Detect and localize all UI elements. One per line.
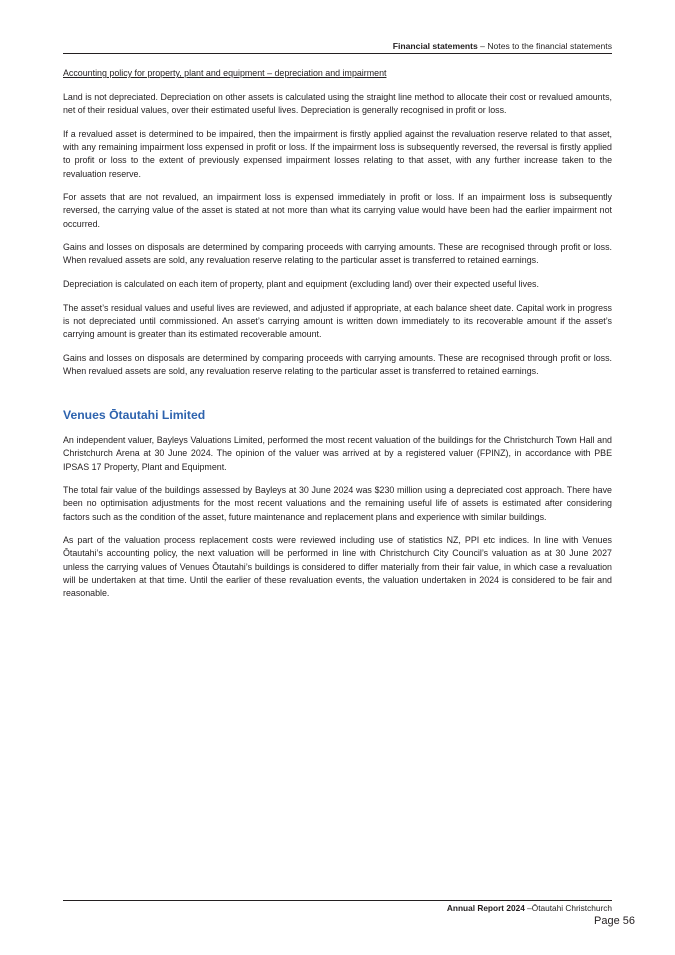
footer-report-subtitle: –Ōtautahi Christchurch (524, 903, 612, 913)
venues-paragraph: As part of the valuation process replacement costs were reviewed including use of statistics NZ, PPI etc indices. In line with Venues Ōtautahi’s accounting policy, the next valuation will be performed in line with Christchurch City Council’s valuation as at 30 June 2027 unless the carrying values of Venues Ōtautahi’s buildings is considered to differ materially from their fair value, in which case a revaluation will be undertaken at that time. Until the earlier of these revaluation events, the valuation undertaken in 2024 is considered to be fair and reasonable. (63, 535, 612, 599)
footer-report-title: Annual Report 2024 (446, 903, 525, 913)
policy-paragraph: The asset’s residual values and useful lives are reviewed, and adjusted if appropriate, at each balance sheet date. Capital work in progress is not depreciated until commissioned. An asset’s carrying amount is written down immediately to its recoverable amount if the asset’s carrying amount is greater than its estimated recoverable amount. (63, 302, 612, 339)
venues-paragraph: The total fair value of the buildings assessed by Bayleys at 30 June 2024 was $230 million using a depreciated cost approach. There have been no optimisation adjustments for the most recent valuations and the remaining useful life of assets is estimated after considering factors such as the condition of the asset, future maintenance and replacement plans and experience with similar buildings. (63, 485, 612, 522)
footer-rule (63, 900, 612, 901)
policy-paragraph: Depreciation is calculated on each item of property, plant and equipment (excluding land) over their expected useful lives. (63, 279, 539, 289)
policy-paragraph: For assets that are not revalued, an impairment loss is expensed immediately in profit or loss. If an impairment loss is subsequently reversed, the carrying value of the asset is stated at not more than what its carrying value would have been had the earlier impairment not occurred. (63, 192, 612, 229)
page-number: Page 56 (594, 915, 635, 927)
page-content (63, 67, 612, 611)
page-header (63, 40, 612, 52)
venues-paragraph: An independent valuer, Bayleys Valuations Limited, performed the most recent valuation of the buildings for the Christchurch Town Hall and Christchurch Arena at 30 June 2024. The opinion of the valuer was arrived at by a registered valuer (FPINZ), in accordance with PBE IPSAS 17 Property, Plant and Equipment. (63, 435, 612, 472)
header-rule (63, 53, 612, 54)
policy-paragraph: Gains and losses on disposals are determined by comparing proceeds with carrying amounts. These are recognised through profit or loss. When revalued assets are sold, any revaluation reserve relating to the particular asset is transferred to retained earnings. (63, 352, 612, 376)
section-title: Venues Ōtautahi Limited (63, 408, 206, 422)
policy-paragraph: Gains and losses on disposals are determined by comparing proceeds with carrying amounts. These are recognised through profit or loss. When revalued assets are sold, any revaluation reserve relating to the particular asset is transferred to retained earnings. (63, 242, 612, 266)
policy-paragraph: If a revalued asset is determined to be impaired, then the impairment is firstly applied against the revaluation reserve related to that asset, with any remaining impairment loss expensed in profit or loss. If the impairment loss is subsequently reversed, the reversal is firstly applied to profit or loss to the extent of previously expensed impairment losses relating to that asset, with any further increase taken to the revaluation reserve. (63, 129, 612, 179)
header-section: Financial statements (392, 41, 478, 51)
page-footer (63, 903, 612, 914)
policy-heading: Accounting policy for property, plant and equipment – depreciation and impairment (63, 68, 387, 78)
policy-paragraph: Land is not depreciated. Depreciation on other assets is calculated using the straight line method to allocate their cost or revalued amounts, net of their residual values, over their estimated useful lives. Depreciation is generally recognised in profit or loss. (63, 92, 612, 116)
header-subsection: – Notes to the financial statements (477, 41, 612, 51)
